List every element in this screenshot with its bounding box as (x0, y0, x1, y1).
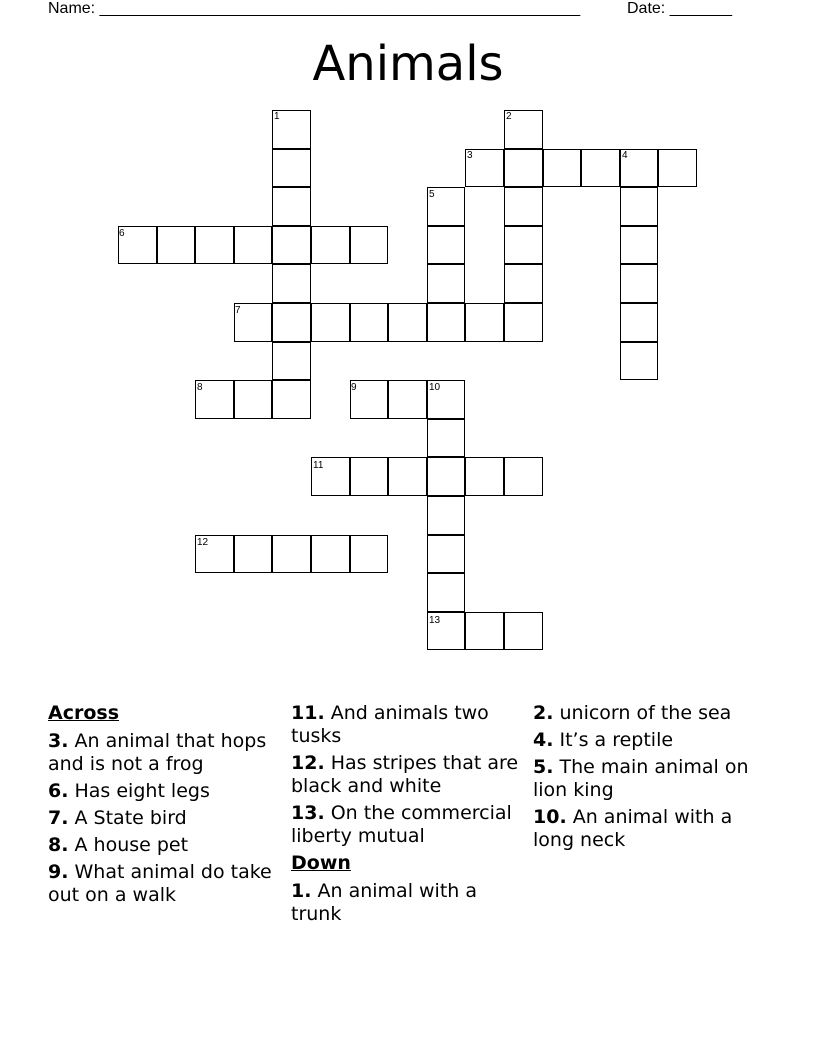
clue-number-4: 4 (622, 150, 628, 161)
crossword-cell[interactable] (388, 380, 427, 419)
crossword-cell[interactable] (465, 612, 504, 651)
down-clue-5: 5. The main animal on lion king (533, 756, 749, 801)
crossword-cell[interactable] (504, 149, 543, 188)
clue-number-6: 6 (119, 228, 125, 239)
clue-number-1: 1 (274, 111, 280, 122)
clue-column-1 (48, 702, 280, 911)
crossword-cell[interactable] (350, 535, 389, 574)
crossword-cell[interactable] (272, 342, 311, 381)
clue-number-5: 5 (429, 189, 435, 200)
crossword-cell[interactable] (658, 149, 697, 188)
crossword-cell[interactable] (427, 303, 466, 342)
crossword-cell[interactable] (543, 149, 582, 188)
crossword-cell[interactable] (350, 303, 389, 342)
crossword-cell[interactable] (350, 226, 389, 265)
crossword-cell[interactable] (272, 187, 311, 226)
crossword-cell[interactable] (504, 612, 543, 651)
down-clue-1: 1. An animal with a trunk (291, 880, 478, 925)
crossword-cell[interactable] (272, 264, 311, 303)
across-clue-12: 12. Has stripes that are black and white (291, 752, 519, 797)
across-clue-13: 13. On the commercial liberty mutual (291, 802, 512, 847)
clue-number-3: 3 (467, 150, 473, 161)
crossword-cell[interactable] (234, 380, 273, 419)
crossword-cell[interactable] (427, 457, 466, 496)
crossword-cell[interactable] (234, 226, 273, 265)
crossword-cell[interactable] (272, 149, 311, 188)
clue-number-7: 7 (235, 305, 241, 316)
crossword-cell[interactable] (311, 226, 350, 265)
down-heading: Down (291, 852, 351, 874)
clue-number-13: 13 (429, 615, 441, 626)
crossword-cell[interactable] (234, 535, 273, 574)
crossword-cell[interactable] (388, 457, 427, 496)
name-field[interactable]: Name: ______________________________________________________ (48, 0, 581, 17)
crossword-cell[interactable] (427, 535, 466, 574)
crossword-cell[interactable] (427, 573, 466, 612)
clue-column-3 (533, 702, 765, 856)
crossword-cell[interactable] (427, 264, 466, 303)
across-heading: Across (48, 702, 120, 724)
down-clue-10: 10. An animal with a long neck (533, 806, 733, 851)
crossword-cell[interactable] (465, 457, 504, 496)
crossword-cell[interactable] (504, 457, 543, 496)
crossword-cell[interactable] (311, 303, 350, 342)
crossword-cell[interactable] (504, 187, 543, 226)
across-clue-3: 3. An animal that hops and is not a frog (48, 730, 267, 775)
crossword-cell[interactable] (620, 187, 659, 226)
clue-list (48, 702, 768, 1002)
crossword-cell[interactable] (620, 342, 659, 381)
date-field[interactable]: Date: _______ (627, 0, 732, 17)
crossword-cell[interactable] (195, 226, 234, 265)
clue-number-9: 9 (351, 382, 357, 393)
clue-number-11: 11 (313, 460, 324, 471)
crossword-cell[interactable] (157, 226, 196, 265)
down-clue-2: 2. unicorn of the sea (533, 702, 732, 724)
clue-number-2: 2 (506, 111, 512, 122)
crossword-cell[interactable] (620, 226, 659, 265)
crossword-cell[interactable] (504, 303, 543, 342)
crossword-cell[interactable] (581, 149, 620, 188)
page-title: Animals (312, 36, 504, 92)
clue-number-8: 8 (197, 382, 203, 393)
across-clue-8: 8. A house pet (48, 834, 189, 856)
clue-number-10: 10 (429, 382, 441, 393)
across-clue-6: 6. Has eight legs (48, 780, 210, 802)
clue-column-2 (291, 702, 523, 930)
crossword-cell[interactable] (504, 264, 543, 303)
crossword-cell[interactable] (504, 226, 543, 265)
clue-number-12: 12 (197, 537, 209, 548)
across-clue-9: 9. What animal do take out on a walk (48, 861, 272, 906)
crossword-cell[interactable] (465, 303, 504, 342)
crossword-cell[interactable] (272, 380, 311, 419)
crossword-cell[interactable] (272, 226, 311, 265)
crossword-cell[interactable] (350, 457, 389, 496)
crossword-cell[interactable] (620, 264, 659, 303)
crossword-cell[interactable] (620, 303, 659, 342)
crossword-cell[interactable] (427, 496, 466, 535)
down-clue-4: 4. It’s a reptile (533, 729, 674, 751)
crossword-cell[interactable] (272, 535, 311, 574)
crossword-cell[interactable] (272, 303, 311, 342)
crossword-cell[interactable] (311, 535, 350, 574)
crossword-cell[interactable] (427, 419, 466, 458)
crossword-cell[interactable] (388, 303, 427, 342)
crossword-cell[interactable] (427, 226, 466, 265)
across-clue-11: 11. And animals two tusks (291, 702, 489, 747)
across-clue-7: 7. A State bird (48, 807, 187, 829)
